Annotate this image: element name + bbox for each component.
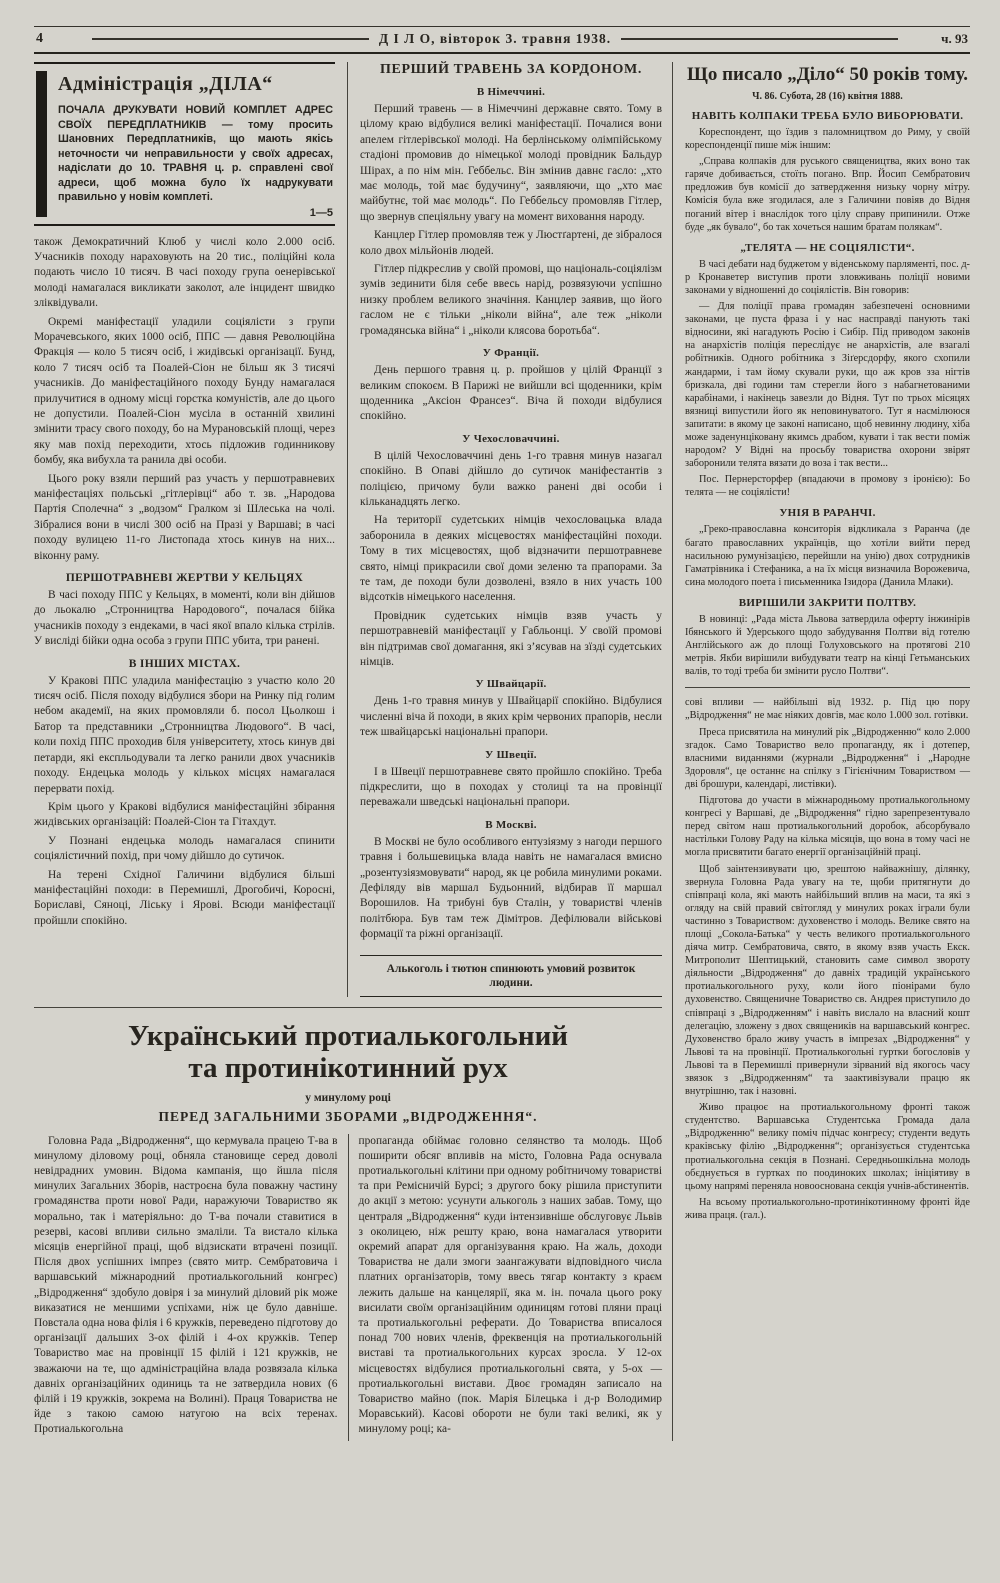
article-paragraph: На всьому протиалькогольно-протинікотинному фронті йде жива праця. (гал.). — [685, 1196, 970, 1221]
article-paragraph: В цілій Чехословаччині день 1-го травня минув назагал спокійно. В Опаві дійшло до сутичок маніфестантів з поліцією, причому були важко ранені дві особи і кільканадцять легко. — [360, 449, 662, 508]
feature-article — [34, 1007, 662, 1441]
column-right — [683, 62, 970, 1441]
section-heading: ПЕРШОТРАВНЕВІ ЖЕРТВИ У КЕЛЬЦЯХ — [65, 572, 304, 585]
section-heading: У Швеції. — [485, 748, 537, 761]
article-paragraph: Канцлер Гітлер промовляв теж у Люстґартені, де зібралося коло двох мільйонів людей. — [360, 229, 662, 257]
article-paragraph: Перший травень — в Німеччині державне свято. Тому в цілому краю відбулися великі маніфестації. Почалися вони апелем гітлерівської молоді. На берлінському олімпійському стадіоні промовив до німецької молоді провідник Бальдур Шірах, а по нім мін. Геббельс. Він змінив давнє гасло: „хто має молодь, той має будучину“, заявляючи, що „хто має майбутнє, той має молодь“. По Геббельсу промовляв Гітлер, що звернув спеціяльну увагу на момент виховання народу. — [360, 103, 662, 223]
article-paragraph: „Греко-православна конситорія відкликала з Раранча (де багато православних українців, що хотіли вийти перед насильною румунізацією, перейшли на унію) двох сотрудників Гаматрівника і Стефаника, а на їх місця визначила Ворожевича, сина молодого поета і письменника Ізидора (Данила Млаки). — [685, 524, 970, 588]
article-paragraph: В часі дебати над буджетом у віденському парляменті, пос. д-р Кронаветер виступив проти зловживань поліції новими законами у відношенні до соціялістів. Він говорив: — [685, 258, 970, 296]
header-rule-right — [621, 38, 898, 40]
article-paragraph: Пос. Пернерсторфер (впадаючи в промову з іронією): Бо телята — не соціялісти! — [685, 474, 970, 499]
article-paragraph: В Москві не було особливого ентузіязму з нагоди першого травня і большевицька влада навіть не намагалася вмисно „розентузіязмовувати“ народ, як це робила минулими роками. Дефіляду вів маршал Будьонний, відбирав її маршал Ворошилов. На трибуні був Сталін, у товаристві членів політбюра. Був там теж Дімітров. Дефілювали військові формації та ріжні організації. — [360, 835, 662, 941]
column-left — [34, 62, 337, 997]
article-paragraph: На терені Східної Галичини відбулися більші маніфестаційні походи: в Перемишлі, Дрогобичі, Коросні, Бориславі, Сяноці, Ліську і Ярові. Всюди маніфестації пройшли спокійно. — [34, 868, 335, 927]
article-paragraph: Цього року взяли перший раз участь у першотравневих маніфестаціях польські „гітлерівці“ або т. зв. „Народова Партія Сполечна“ з „водзом“ Гралком зі Шлеська на чолі. Зібралися вони в числі 300 осіб на Празі у Варшаві; в часі походу вулицею 11-го Листопада хтось кинув на них... віконну раму. — [34, 472, 335, 562]
divider — [685, 687, 970, 688]
section-heading: В Москві. — [485, 818, 537, 831]
article-paragraph: День 1-го травня минув у Швайцарії спокійно. Відбулися численні віча й походи, в яких крім червоних прапорів, несли теж швайцарські національні прапори. — [360, 695, 662, 739]
column-divider — [347, 62, 348, 997]
issue-number: ч. 93 — [941, 31, 969, 46]
section-heading: УНІЯ В РАРАНЧІ. — [779, 507, 876, 520]
article-paragraph: Підготова до участи в міжнародньому протиалькогольному конгресі у Варшаві, де „Відродження“ гідно зарепрезентувало перед світом наш протиалькогольний доробок, абсорбувало настільки Голову Раду на кілька місяців, що вона в тому часі не могла присвятити багато енергії організаційній праці. — [685, 795, 970, 859]
admin-notice-box — [34, 62, 335, 226]
article-paragraph: В часі походу ППС у Кельцях, в моменті, коли він дійшов до льокалю „Стронництва Народового“, почалася бійка учасників походу з ендеками, в часі якої впало кілька стрілів. У висліді бійки одна особа з групи ППС убита, три ранені. — [34, 589, 335, 648]
article-paragraph: Кореспондент, що їздив з паломництвом до Риму, у своїй кореспонденції пише між іншим: — [685, 127, 970, 152]
article-paragraph: Окремі маніфестації уладили соціялісти з групи Морачевського, яких 1000 осіб, ППС — давня Революційна Фракція — коло 5 тисяч осіб, і жидівські організації. Бунд, коло 7 тисяч осіб та Поалей-Сіон не більш як 3 тисячі учасників. До маніфестаційного походу Бунду намагалася прилучитися в одному місці горстка комуністів, але до цього не допустили. Поалей-Сіон мусіла в останній хвилині змінити трасу свого походу, бо на Мурановській площі, через яку мав похід переходити, хтось підложив годинникову бомбу, яка вибухла та ранила дві особи. — [34, 315, 335, 467]
article-title: ПЕРШИЙ ТРАВЕНЬ ЗА КОРДОНОМ. — [380, 62, 642, 77]
page-number: 4 — [36, 31, 43, 46]
section-heading: У Швайцарії. — [475, 678, 547, 691]
article-paragraph: Головна Рада „Відродження“, що кермувала працею Т-ва в минулому діловому році, обняла становище серед доволі невідрадних умовин. Відома кампанія, що йшла після минулих Загальних Зборів, настроєна була поважну частину громадянства проти нової Ради, наражуючи Товариство як морально, так і матеріяльно: до Т-ва почали ставитися в резерві, касові впливи сильно змаліли. Та вистало кілька місяців енергійної праці, щоб відзискати втрачені позиції. Після двох успішних імпрез (свято митр. Сембратовича і варшавський міжнародний протиалькогольний конгрес) „Відродження“ здобуло довіря і за минулий діловий рік може виказатися не меншими успіхами, ніж це було давніше. Повстала одна нова філія і 6 кружків, переведено підготову до організації дальших 3-ох філій і 4-ох кружків. Тепер Товариство має на провінції 15 філій і 121 кружків, не зважаючи на те, що адміністраційна влада розвязала кілька давніх організаційних одиниць та не затвердила нових (6 філій і 19 кружків, зокрема на Волині). Праця Товариства не йде з такою самою натугою на всіх теренах. Протиалькогольна — [34, 1134, 338, 1436]
page-body — [34, 62, 970, 1441]
header-rule-left — [92, 38, 369, 40]
article-paragraph: сові впливи — найбільші від 1932. р. Під цю пору „Відродження“ не має ніяких довгів, має коло 1.000 зол. готівки. — [685, 697, 970, 722]
feature-headline — [34, 1020, 662, 1085]
column-divider — [348, 1134, 349, 1441]
top-columns — [34, 62, 662, 997]
article-paragraph: На території судетських німців чехословацька влада заборонила в деяких місцевостях маніфестаційні походи. Тому в тих місцевостях, щоб відзначити першотравневе свято, німці прикрасили свої доми зеленю та прапорами. За те там, де походи були дозволені, взяло в них участь 100 відсотків німецького населення. — [360, 514, 662, 604]
feature-kicker: ПЕРЕД ЗАГАЛЬНИМИ ЗБОРАМИ „ВІДРОДЖЕННЯ“. — [158, 1108, 538, 1124]
article-paragraph: Гітлер підкреслив у своїй промові, що національ-соціялізм зумів зединити біля себе ввесь нарід, розвязуючи успішно низку проблем великого значіння. Канцлер заявив, що його гаслом не є тільки „ніколи війна“, але теж „ніколи громадянська війна“ і „ніколи клясова боротьба“. — [360, 263, 662, 337]
article-paragraph: Щоб заінтензивувати цю, зрештою найважнішу, ділянку, звернула Головна Рада увагу на те, щоби притягнути до співпраці кола, які мають найбільший вплив на маси, та які з огляду на свій правий світогляд у минулих роках іграли були частинно з Товариством: духовенство і молодь. Велике свято на площі „Сокола-Батька“ у честь великого протиалькогольного діяча митр. Сембратовича, свято, в якому взяв участь Екск. Митрополит Шептицький, становить саме символ звороту діяльности „Відродження“ до давніх традицій українського протиалькогольного руху, коли його піонірами було духовенство. Священичне Товариство св. Андрея приступило до співпраці з „Відродженням“ і навіть вислало на власний кошт делегацію, зложену з двох священиків на варшавський конгрес. Духовенство брало живу участь в імпрезах „Відродження“ у Львові та на провінції. Протиалькогольні гуртки богословів у Львові та в Перемишлі привернули зірваний від якогось часу звязок з „Відродженням“ та заактивізували працю як внутрішню, так і назовні. — [685, 863, 970, 1098]
feature-column-right — [359, 1134, 663, 1441]
article-paragraph: У Кракові ППС уладила маніфестацію з участю коло 20 тисяч осіб. Після походу відбулися збори на Ринку під голим небом академії, на яких промовляли б. посол Цьолкош і Батор та представники „Стронництва Людового“. В часі, коли похід ППС проходив біля університету, хтось кинув дві петарди, які експльодували та легко ранили двох учасників походу. Ендецька молодь у кількох місцях намагалася перервати похід. — [34, 674, 335, 795]
article-paragraph: Провідник судетських німців взяв участь у першотравневій маніфестації у Габльонці. У своїй промові він підтримав свої домагання, які з’ясував на зїзді судетських німців. — [360, 609, 662, 668]
article-paragraph: Крім цього у Кракові відбулися маніфестаційні збірання жидівських організацій: Поалей-Сіон та Гітахдут. — [34, 800, 335, 829]
fifty-years-dateline: Ч. 86. Субота, 28 (16) квітня 1888. — [752, 91, 903, 102]
fifty-years-title: Що писало „Діло“ 50 років тому. — [686, 64, 969, 85]
section-heading: ВИРІШИЛИ ЗАКРИТИ ПОЛТВУ. — [738, 596, 917, 609]
article-paragraph: Живо працює на протиалькогольному фронті також студентство. Варшавська Студентська Громада дала „Відродженню“ велику поміч підчас конгресу; студенти ведуть краківську філію „Відродження“; організується студентська протиалькогольна секція в Познані. Середньошкільна молодь обєднується в гуртках по поодиноких школах; ініціятиву в цьому напрямі переняла новооснована секція учнів-абстинентів. — [685, 1102, 970, 1192]
article-paragraph: У Познані ендецька молодь намагалася спинити соціялістичний похід, при чому дійшло до сутичок. — [34, 834, 335, 863]
section-heading: „ТЕЛЯТА — НЕ СОЦІЯЛІСТИ“. — [740, 241, 915, 254]
article-paragraph: Преса присвятила на минулий рік „Відродженню“ коло 2.000 згадок. Само Товариство вело пропаганду, як і дотепер, власними виданнями (журнали „Відродження“ і „Народне Здоровля“, це останнє на спілку з Гігієнічним Товариством — дві брошури, календарі, листівки). — [685, 726, 970, 790]
admin-notice-ref: 1—5 — [309, 206, 333, 219]
admin-notice-body: ПОЧАЛА ДРУКУВАТИ НОВИЙ КОМПЛЕТ АДРЕС СВОЇХ ПЕРЕДПЛАТНИКІВ — тому просить Шановних Передплатників, що мають якісь неточности чи неправильности у своїх адресах, надіслати до 10. ТРАВНЯ ц. р. справлені свої адреси, щоб можна було їх надрукувати правильно у новім комплеті. — [58, 104, 333, 203]
article-paragraph: — Для поліції права громадян забезпечені основними законами, це пуста фраза і у нас насправді панують такі відносини, які нагадують Росію і Сибір. Під приводом законів на анархістів поліція переслідує не анархістів, але взагалі робітників. Одного робітника з Зіґерсдорфу, якого схопили жандарми, і там йому скували руки, що аж кров зза нігтів бризкала, дві години там стерегли його з набагнетованими карабінами, і накінець завезли до Відня. Тут по трьох місяцях вязниці випустили його як неповинуватого. Тут я насмілююся запитати: в якому це законі написано, щоб невинну людину, хіба може заденунціковану якимсь драбом, кувати і так вести поміж народом? У Відні на просьбу товариства охорони звірят заборонили телята вязати до воза і так вести... — [685, 301, 970, 470]
article-paragraph: І в Швеції першотравневе свято пройшло спокійно. Треба підкреслити, що в походах у столиці та на провінції переважали шведські національні прапори. — [360, 765, 662, 809]
section-heading: НАВІТЬ КОЛПАКИ ТРЕБА БУЛО ВИБОРЮВАТИ. — [691, 110, 964, 122]
feature-column-left — [34, 1134, 338, 1441]
article-paragraph: День першого травня ц. р. пройшов у цілій Франції з великим спокоєм. В Парижі не вийшли всі щоденники, крім щоденника „Аксіон Франсез“. Віча й походи відбулися спокійно. — [360, 364, 662, 423]
feature-subtitle: у минулому році — [305, 1091, 391, 1104]
admin-notice-title: Адміністрація „ДІЛА“ — [58, 73, 273, 95]
article-paragraph: також Демократичний Клюб у числі коло 2.000 осіб. Учасників походу нараховують на 20 тис., поліційні кола подають число 10 тисяч. В часі походу група оенерівської молоді намагалася викликати заколот, але інцидент швидко зліквідували. — [34, 235, 335, 310]
slogan-box: Алькоголь і тютюн спинюють умовий розвиток людини. — [360, 955, 662, 997]
feature-headline-line2: та протинікотинний рух — [188, 1052, 508, 1085]
section-heading: В ІНШИХ МІСТАХ. — [128, 657, 241, 670]
left-section — [34, 62, 662, 1441]
section-heading: У Франції. — [482, 347, 540, 360]
feature-columns — [34, 1134, 662, 1441]
section-heading: В Німеччині. — [476, 86, 546, 98]
section-heading: У Чехословаччині. — [462, 432, 560, 445]
article-paragraph: В новинці: „Рада міста Львова затвердила оферту інжинірів Ібянського й Удерського щодо забудування Полтви від готелю Англійського аж до площі Голуховського на протягові 210 метрів. Якби вирішили вибудувати театр на кінці Гетьманських валів, то тоді треба би змінити русло Полтви“. — [685, 613, 970, 678]
page-header — [34, 26, 970, 54]
column-divider — [672, 62, 673, 1441]
column-middle — [358, 62, 662, 997]
feature-headline-line1: Український протиалькогольний — [128, 1019, 568, 1052]
article-paragraph: пропаганда обіймає головно селянство та молодь. Щоб поширити обсяг впливів на місто, Головна Рада оснувала протиалькогольні клітини при одному робітничому товаристві та при Ремісничій Бурсі; з другого боку рішила приступити до акції з метою: усунути алькоголь з наших забав. Тому, що централя „Відродження“ куди інтензивніше обслуговує Львів з околицею, ніж решту краю, вона намагалася утворити окремий апарат для організування краю. На жаль, доходи Товариства не дали змоги заангажувати відповідного числа платних організаторів, тому ввесь тягар контакту з краєм лежить дальше на канцелярії, яка м. ін. почала цього року висилати своїм організаційним одиницям готові пляни праці та протиалькогольні реферати. До Товариства вписалося понад 700 нових членів, фреквенція на протиалькогольній виставі та протиалькогольних курсах зросла. У 12-ох місцевостях відбулися протиалькогольні свята, у 5-ох — протиалькогольні вистави. Двоє громадян записало на Товариство майно (пок. Марія Білецька і д-р Володимир Моравський). Касові обороти не були такі великі, як у минулому році; ка- — [358, 1134, 662, 1436]
article-paragraph: „Справа колпаків для руського священицтва, яких воно так гаряче добивається, стоїть погано. Впр. Йосип Сембратович предложив був комісії до затвердження низьку чорну мітру. Комісія була вже згодилася, але з Галичини повіяв до Відня поганий вітер і внаслідок того цілу справу припинили. Отже буде „як бувало“, бо так хочеться нашим братам полякам“. — [685, 156, 970, 233]
masthead: Д І Л О, вівторок 3. травня 1938. — [378, 31, 612, 46]
